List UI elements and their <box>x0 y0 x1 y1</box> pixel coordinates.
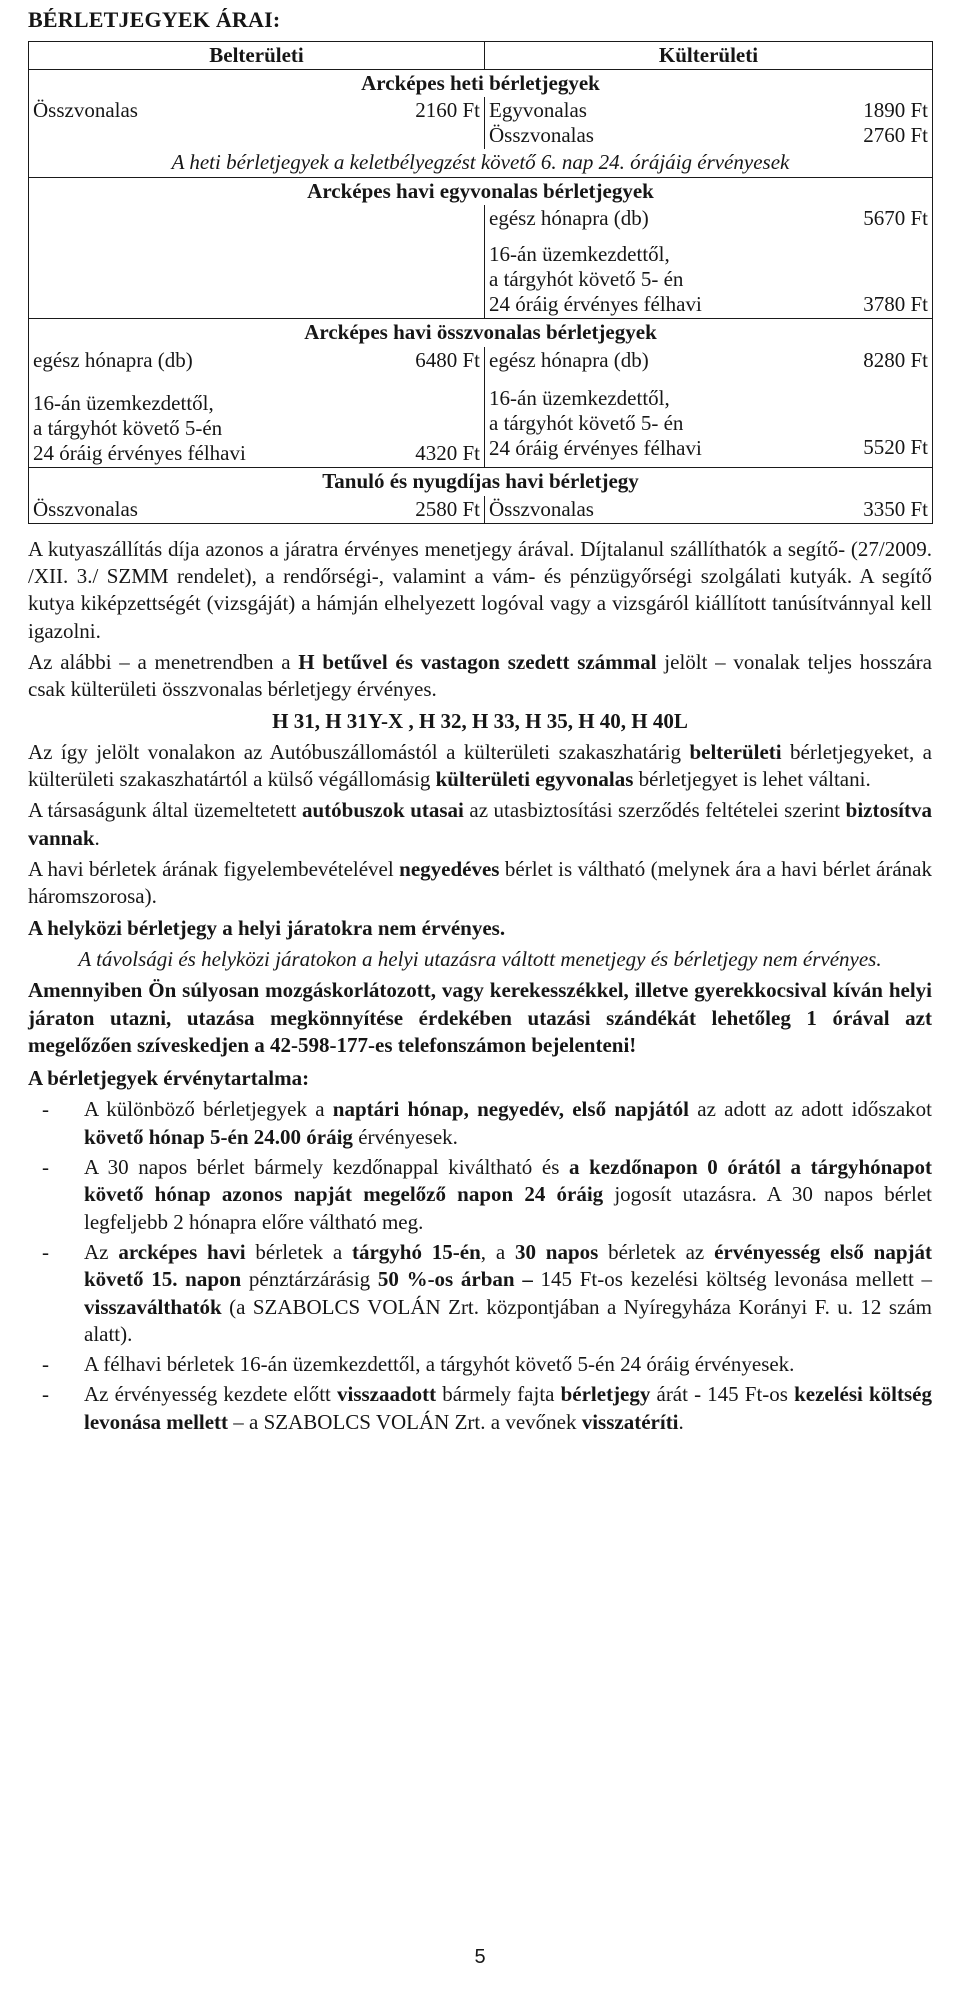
insurance-bold-2: biztosítva vannak <box>28 798 932 850</box>
weekly-outer-price-1: 1890 Ft <box>863 97 928 122</box>
monthly-all-inner-line-2: a tárgyhót követő 5-én <box>33 416 223 441</box>
weekly-outer-labels <box>485 97 763 149</box>
document-page <box>28 0 932 1439</box>
validity-bold-text: naptári hónap, negyedév, első napjától <box>332 1097 689 1122</box>
validity-bold-text: bérletjegy <box>560 1382 651 1407</box>
validity-text: – a SZABOLCS VOLÁN Zrt. a vevőnek <box>228 1409 582 1434</box>
quarterly-bold: negyedéves <box>399 857 500 882</box>
monthly-all-inner-price-1: 6480 Ft <box>415 347 480 372</box>
student-title: Tanuló és nyugdíjas havi bérletjegy <box>29 468 933 496</box>
routes-intro-text-2: jelölt – vonalak teljes hosszára csak külterületi összvonalas bérletjegy érvényes. <box>28 649 932 702</box>
monthly-all-title-row <box>29 319 933 347</box>
page-number: 5 <box>474 1946 486 1968</box>
validity-text: . <box>678 1409 684 1434</box>
validity-text: A félhavi bérletek 16-án üzemkezdettől, a tárgyhót követő 5-én 24 óráig érvényesek. <box>84 1352 795 1377</box>
validity-text: az adott az adott időszakot <box>689 1097 933 1122</box>
monthly-all-outer-label-1: egész hónapra (db) <box>485 347 763 385</box>
routes-intro-paragraph <box>28 649 932 704</box>
monthly-single-outer-label-2 <box>485 241 763 319</box>
validity-bold-text: tárgyhó 15-én <box>351 1239 481 1264</box>
monthly-all-outer-line-1: 16-án üzemkezdettől, <box>489 385 670 410</box>
monthly-single-outer-line-3: 24 óráig érvényes félhavi <box>489 292 702 317</box>
column-header-row <box>29 41 933 69</box>
monthly-all-outer-line-2: a tárgyhót követő 5- én <box>489 411 684 436</box>
weekly-row <box>29 97 933 149</box>
validity-bold-text: visszaválthatók <box>84 1294 222 1319</box>
weekly-outer-price-2: 2760 Ft <box>863 123 928 148</box>
monthly-single-outer-price-2: 3780 Ft <box>863 292 928 317</box>
monthly-all-outer-price-2: 5520 Ft <box>863 434 928 459</box>
validity-bold-text: 50 %-os árban – <box>377 1267 533 1292</box>
student-outer-label: Összvonalas <box>485 496 763 524</box>
validity-text: bérletek az <box>598 1239 715 1264</box>
validity-text: árát - 145 Ft-os <box>650 1382 795 1407</box>
validity-item <box>28 1154 932 1236</box>
monthly-all-outer-price-1: 8280 Ft <box>863 347 928 372</box>
weekly-outer-label-2: Összvonalas <box>489 123 594 148</box>
routes-intro-bold: H betűvel és vastagon szedett számmal <box>298 649 657 674</box>
routes-list: H 31, H 31Y-X , H 32, H 33, H 35, H 40, H 40L <box>272 708 688 733</box>
validity-text: Az érvényesség kezdete előtt <box>84 1382 337 1407</box>
validity-text: bérletek a <box>245 1239 352 1264</box>
validity-bold-text: kezelési költség levonása mellett <box>84 1382 932 1434</box>
student-inner-price: 2580 Ft <box>415 496 480 521</box>
monthly-all-row-2 <box>29 385 933 468</box>
insurance-text-2: az utasbiztosítási szerződés feltételei szerint <box>463 798 846 823</box>
student-title-row <box>29 468 933 496</box>
validity-text: pénztárzárásig <box>241 1267 378 1292</box>
validity-text: Az <box>84 1239 119 1264</box>
monthly-all-outer-line-3: 24 óráig érvényes félhavi <box>489 436 702 461</box>
routes-explain-text-2: bérletjegyeket, a külterületi szakaszhatártól a külső végállomásig <box>28 739 932 792</box>
quarterly-paragraph <box>28 856 932 911</box>
routes-explain-text-3: bérletjegyet is lehet váltani. <box>633 767 871 792</box>
routes-explain-bold-1: belterületi <box>689 739 782 764</box>
price-heading: BÉRLETJEGYEK ÁRAI: <box>28 7 281 32</box>
longdistance-notice: A távolsági és helyközi járatokon a helyi utazásra váltott menetjegy és bérletjegy nem érvényes. <box>78 946 882 971</box>
routes-intro-text-1: Az alábbi – a menetrendben a <box>28 649 299 674</box>
weekly-outer-prices <box>763 97 933 149</box>
validity-text: jogosít utazásra. A 30 napos bérlet legfeljebb 2 hónapra előre váltható meg. <box>84 1182 932 1234</box>
validity-bold-text: 30 napos <box>514 1239 599 1264</box>
weekly-inner-label: Összvonalas <box>33 97 138 122</box>
validity-bold-text: visszaadott <box>336 1382 437 1407</box>
list-dash: - <box>42 1382 49 1407</box>
routes-explain-paragraph <box>28 739 932 794</box>
monthly-all-inner-label-2 <box>29 385 299 468</box>
body-text <box>28 536 932 1436</box>
insurance-text-1: A társaságunk által üzemeltetett <box>28 798 302 823</box>
routes-explain-bold-2: külterületi egyvonalas <box>435 767 634 792</box>
monthly-all-inner-line-1: 16-án üzemkezdettől, <box>33 390 214 415</box>
validity-item <box>28 1239 932 1348</box>
header-belteruleti: Belterületi <box>209 42 304 67</box>
monthly-all-outer-label-2 <box>485 385 763 468</box>
validity-text: , a <box>480 1239 515 1264</box>
validity-text: 145 Ft-os kezelési költség levonása mellett – <box>532 1267 932 1292</box>
student-inner-label: Összvonalas <box>33 496 138 521</box>
insurance-text-3: . <box>94 825 100 850</box>
monthly-single-outer-line-2: a tárgyhót követő 5- én <box>489 267 684 292</box>
monthly-single-title-row <box>29 177 933 205</box>
validity-title: A bérletjegyek érvénytartalma: <box>28 1066 310 1091</box>
weekly-inner-price: 2160 Ft <box>415 97 480 122</box>
validity-bold-text: arcképes havi <box>118 1239 246 1264</box>
weekly-title-row <box>29 69 933 97</box>
validity-bold-text: a kezdőnapon 0 órától a tárgyhónapot követő hónap azonos napját megelőző napon 24 óráig <box>84 1155 933 1207</box>
student-row <box>29 496 933 524</box>
monthly-single-outer-label-1: egész hónapra (db) <box>485 205 763 241</box>
quarterly-text-2: bérlet is váltható (melynek ára a havi bérlet árának háromszorosa). <box>28 857 932 909</box>
monthly-all-inner-price-2: 4320 Ft <box>415 441 480 466</box>
monthly-single-outer-price-1: 5670 Ft <box>863 205 928 230</box>
weekly-note-row <box>29 149 933 177</box>
header-kulteruleti: Külterületi <box>485 41 933 69</box>
price-table <box>28 41 933 524</box>
validity-item <box>28 1381 932 1436</box>
monthly-single-row-1 <box>29 205 933 241</box>
monthly-single-outer-line-1: 16-án üzemkezdettől, <box>489 241 670 266</box>
list-dash: - <box>42 1239 49 1264</box>
list-dash: - <box>42 1097 49 1122</box>
student-outer-price: 3350 Ft <box>863 496 928 521</box>
validity-item <box>28 1351 932 1378</box>
monthly-single-title: Arcképes havi egyvonalas bérletjegyek <box>29 177 933 205</box>
intercity-notice: A helyközi bérletjegy a helyi járatokra nem érvényes. <box>28 915 506 940</box>
list-dash: - <box>42 1352 49 1377</box>
validity-bold-text: visszatéríti <box>581 1409 679 1434</box>
validity-text: bármely fajta <box>436 1382 561 1407</box>
weekly-note: A heti bérletjegyek a keletbélyegzést követő 6. nap 24. órájáig érvényesek <box>171 150 790 175</box>
monthly-all-title: Arcképes havi összvonalas bérletjegyek <box>29 319 933 347</box>
insurance-bold-1: autóbuszok utasai <box>301 798 464 823</box>
weekly-outer-label-1: Egyvonalas <box>489 97 587 122</box>
validity-text: érvényesek. <box>352 1124 458 1149</box>
validity-text: A 30 napos bérlet bármely kezdőnappal kiváltható és <box>84 1155 569 1180</box>
disabled-passenger-notice: Amennyiben Ön súlyosan mozgáskorlátozott, vagy kerekesszékkel, illetve gyerekkocsival kíván helyi járaton utazni, utazása megkönnyítése érdekében utazási szándékát lehetőleg 1 órával azt megelőzően szíveskedjen a 42-598-177-es telefonszámon bejelenteni! <box>28 978 932 1057</box>
validity-item <box>28 1096 932 1151</box>
insurance-paragraph <box>28 797 932 852</box>
validity-text: A különböző bérletjegyek a <box>84 1097 333 1122</box>
validity-bold-text: érvényesség első napját követő 15. napon <box>84 1239 932 1292</box>
validity-bold-text: követő hónap 5-én 24.00 óráig <box>84 1124 353 1149</box>
validity-text: (a SZABOLCS VOLÁN Zrt. központjában a Nyíregyháza Korányi F. u. 12 szám alatt). <box>84 1294 932 1346</box>
validity-list <box>28 1096 932 1436</box>
dogs-paragraph: A kutyaszállítás díja azonos a járatra érvényes menetjegy árával. Díjtalanul szállíthatók a segítő- (27/2009. /XII. 3./ SZMM rendelet), a rendőrségi-, valamint a vám- és pénzügyőrségi szolgálati kutyák. A segítő kutya kiképzettségét (vizsgáját) a hámján elhelyezett logóval vagy a vizsgáról kiállított tanúsítvánnyal kell igazolni. <box>28 536 932 643</box>
routes-explain-text-1: Az így jelölt vonalakon az Autóbuszállomástól a külterületi szakaszhatárig <box>28 739 690 764</box>
quarterly-text-1: A havi bérletek árának figyelembevételével <box>28 857 400 882</box>
weekly-section-title: Arcképes heti bérletjegyek <box>29 69 933 97</box>
monthly-all-inner-line-3: 24 óráig érvényes félhavi <box>33 441 246 466</box>
list-dash: - <box>42 1155 49 1180</box>
monthly-single-inner-empty <box>29 205 485 319</box>
monthly-all-row-1 <box>29 347 933 385</box>
monthly-all-inner-label-1: egész hónapra (db) <box>33 347 193 372</box>
